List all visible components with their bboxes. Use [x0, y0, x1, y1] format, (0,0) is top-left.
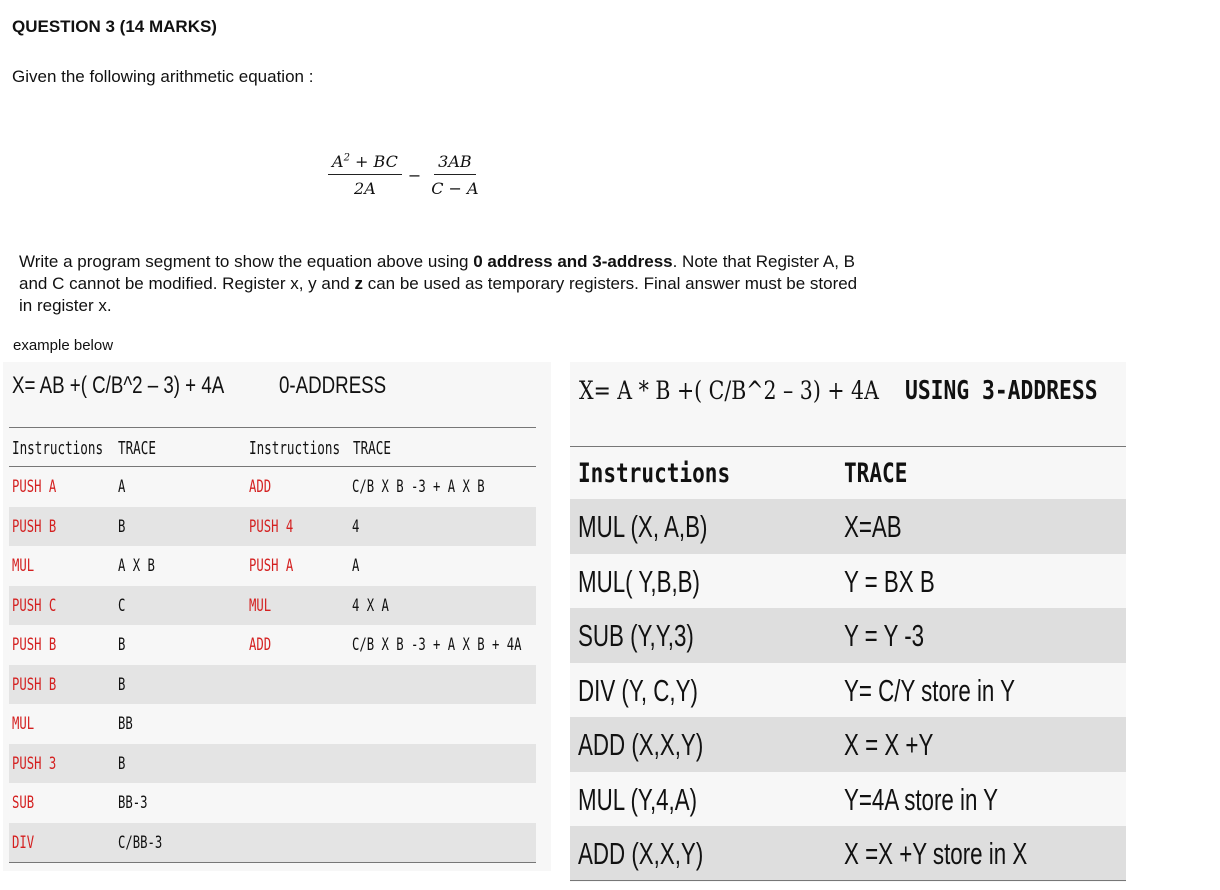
trace-cell: C/B X B -3 + A X B	[352, 477, 485, 497]
trace-cell: C	[118, 595, 126, 616]
table-row	[570, 499, 1126, 554]
trace-cell: X = X +Y	[844, 727, 934, 762]
instruction-cell: PUSH 3	[12, 753, 57, 774]
trace-cell: Y = BX B	[844, 563, 935, 599]
minus-operator: −	[407, 165, 422, 185]
instruction-cell: SUB (Y,Y,3)	[578, 618, 694, 653]
trace-cell: A	[118, 477, 126, 497]
divider	[9, 427, 536, 428]
trace-cell: Y= C/Y store in Y	[844, 672, 1016, 708]
instruction-cell: MUL (X, A,B)	[578, 509, 708, 544]
trace-cell: B	[118, 516, 126, 537]
fraction-2-denominator: C − A	[431, 179, 479, 198]
three-address-panel	[570, 362, 1126, 882]
table-row	[570, 663, 1126, 718]
zero-address-label: 0-ADDRESS	[279, 372, 387, 399]
trace-cell: C/B X B -3 + A X B + 4A	[352, 635, 522, 655]
fraction-2-numerator: 3AB	[434, 152, 476, 175]
zero-address-panel	[3, 362, 551, 871]
table-row	[9, 546, 536, 586]
instruction-cell: DIV (Y, C,Y)	[578, 672, 698, 708]
instruction-cell: ADD	[249, 635, 272, 655]
trace-cell: Y = Y -3	[844, 618, 925, 653]
fraction-1	[328, 152, 402, 198]
task-instructions: Write a program segment to show the equation above using 0 address and 3-address. Note that Register A, B and C cannot be modified. Register x, y and z can be used as temporary registers. Final answer must be stored in register x.	[19, 252, 858, 315]
trace-cell: B	[118, 674, 126, 695]
table-row	[9, 783, 536, 823]
example-label: example below	[13, 337, 114, 354]
divider	[570, 446, 1126, 447]
table-row	[570, 826, 1126, 881]
trace-cell: A	[352, 556, 360, 576]
trace-cell: BB	[118, 714, 133, 734]
zero-address-equation: X= AB +( C/B^2 – 3) + 4A	[12, 372, 225, 399]
table-row	[570, 772, 1126, 827]
trace-cell: BB-3	[118, 793, 148, 813]
instruction-cell: ADD (X,X,Y)	[578, 727, 704, 762]
col-header-instructions: Instructions	[12, 438, 104, 459]
trace-cell: X=AB	[844, 509, 902, 544]
instruction-cell: ADD	[249, 477, 272, 497]
table-row	[9, 823, 536, 863]
trace-cell: Y=4A store in Y	[844, 781, 999, 817]
instruction-cell: MUL	[12, 714, 35, 734]
divider	[9, 862, 536, 863]
table-row	[9, 744, 536, 784]
table-row	[570, 554, 1126, 609]
col-header-instructions: Instructions	[578, 458, 731, 489]
col-header-instructions-2: Instructions	[249, 438, 341, 459]
question-intro: Given the following arithmetic equation :	[12, 67, 314, 86]
trace-cell: B	[118, 753, 126, 774]
fraction-1-denominator: 2A	[354, 179, 376, 198]
three-address-equation: X= A * B +( C/B^2 – 3) + 4A	[579, 376, 879, 405]
trace-cell: X =X +Y store in X	[844, 836, 1028, 871]
trace-cell: A X B	[118, 556, 155, 576]
fraction-2	[427, 152, 482, 198]
divider	[570, 880, 1126, 881]
instruction-cell: MUL( Y,B,B)	[578, 563, 700, 599]
instruction-cell: PUSH C	[12, 595, 57, 616]
trace-cell: C/BB-3	[118, 832, 163, 853]
instruction-cell: ADD (X,X,Y)	[578, 836, 704, 871]
instruction-cell: DIV	[12, 832, 35, 853]
table-row	[570, 717, 1126, 772]
instruction-cell: PUSH A	[12, 477, 57, 497]
col-header-trace: TRACE	[844, 458, 908, 489]
fraction-1-numerator: $A^2$ + BC	[328, 152, 402, 175]
table-row	[570, 608, 1126, 663]
instruction-cell: PUSH A	[249, 556, 294, 576]
arithmetic-equation	[328, 152, 483, 198]
trace-cell: B	[118, 635, 126, 655]
table-row	[9, 507, 536, 547]
question-title: QUESTION 3 (14 MARKS)	[12, 17, 217, 36]
table-row	[9, 665, 536, 705]
table-row	[9, 586, 536, 626]
col-header-trace: TRACE	[118, 438, 156, 459]
table-row	[9, 467, 536, 507]
table-row	[9, 625, 536, 665]
col-header-trace-2: TRACE	[353, 438, 391, 459]
instruction-cell: MUL	[249, 595, 272, 616]
three-address-label: USING 3-ADDRESS	[905, 376, 1098, 406]
instruction-cell: PUSH B	[12, 516, 57, 537]
instruction-cell: PUSH B	[12, 635, 57, 655]
instruction-cell: SUB	[12, 793, 35, 813]
instruction-cell: PUSH 4	[249, 516, 294, 537]
instruction-cell: MUL (Y,4,A)	[578, 781, 698, 817]
instruction-cell: MUL	[12, 556, 35, 576]
table-row	[9, 704, 536, 744]
trace-cell: 4 X A	[352, 595, 389, 616]
trace-cell: 4	[352, 516, 360, 537]
instruction-cell: PUSH B	[12, 674, 57, 695]
